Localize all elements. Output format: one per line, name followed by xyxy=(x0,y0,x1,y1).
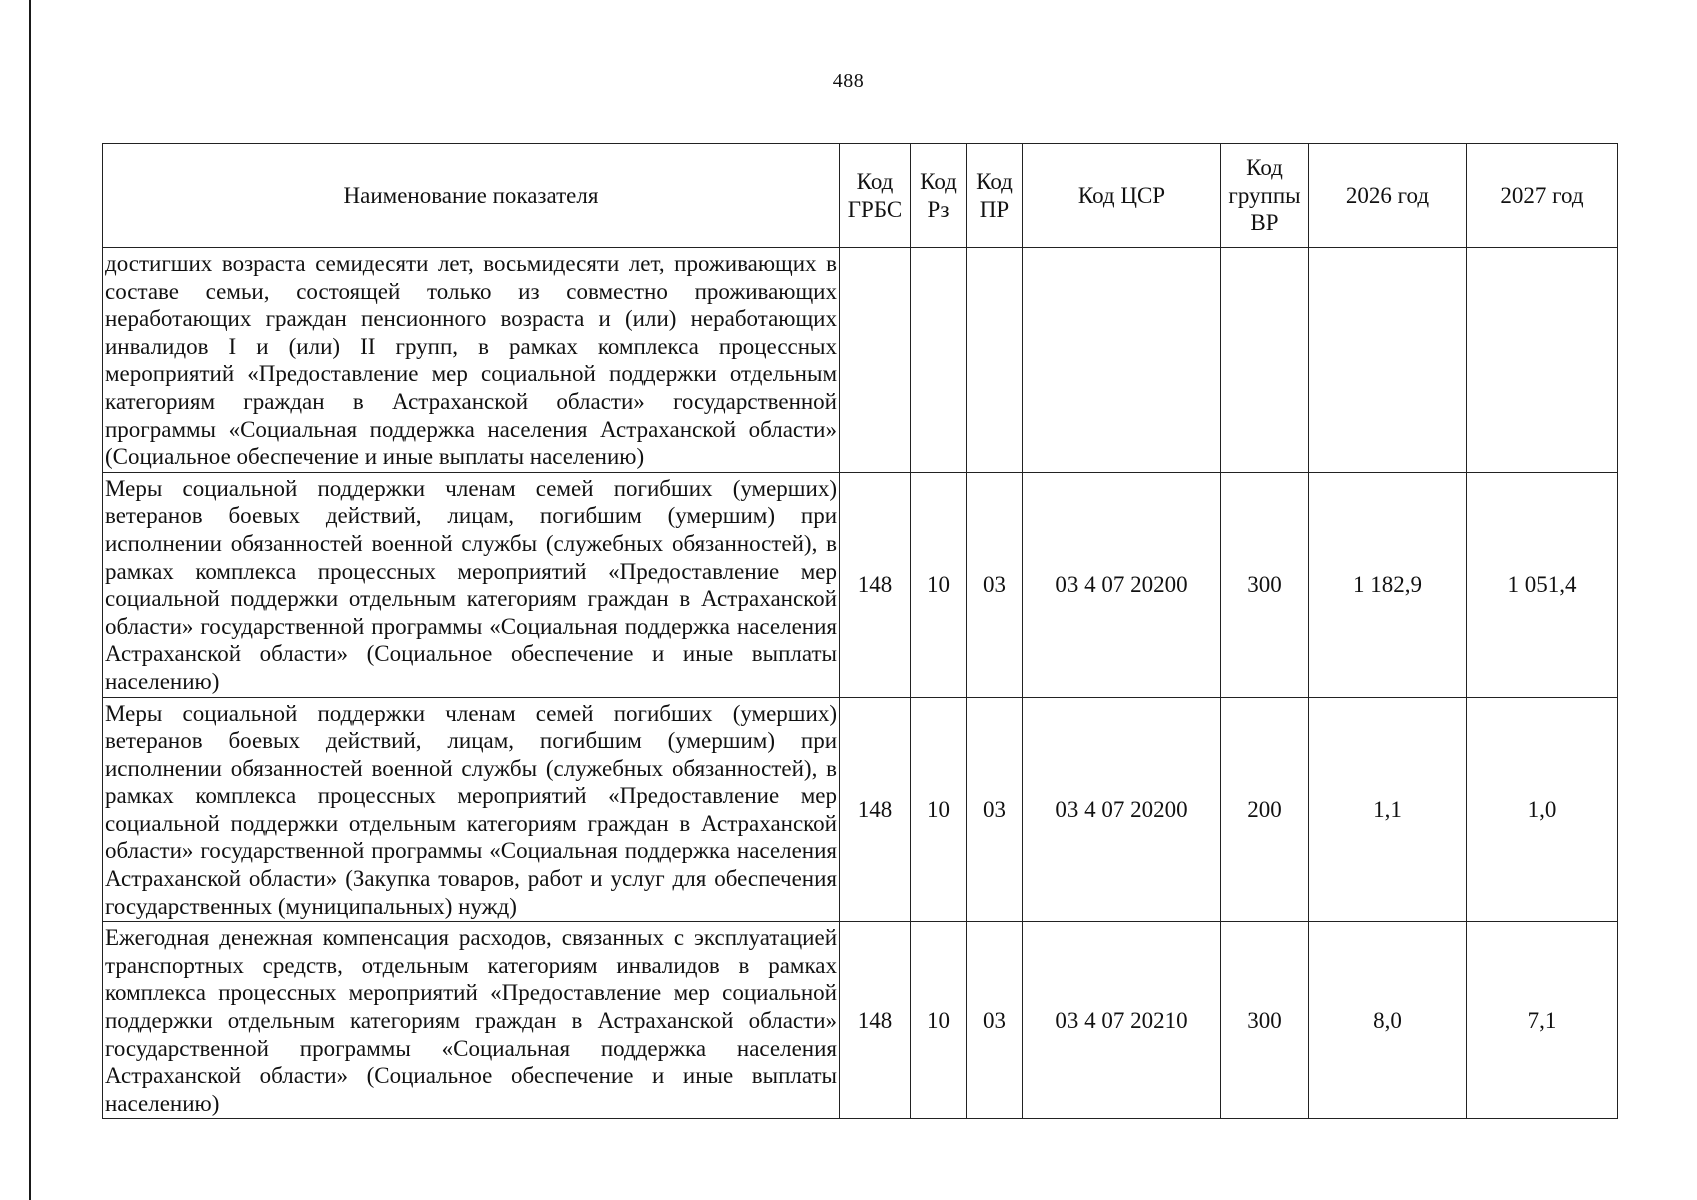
table-row xyxy=(103,922,1618,1119)
header-pr: Код ПР xyxy=(967,144,1023,248)
cell-vr: 200 xyxy=(1221,697,1309,922)
budget-table xyxy=(102,143,1618,1119)
cell-2026: 8,0 xyxy=(1309,922,1467,1119)
cell-2026 xyxy=(1309,248,1467,473)
header-name: Наименование показателя xyxy=(103,144,840,248)
cell-grbs xyxy=(840,248,911,473)
cell-name: Меры социальной поддержки членам семей погибших (умерших) ветеранов боевых действий, лицам, погибшим (умершим) при исполнении обязанностей военной службы (служебных обязанностей), в рамках комплекса процессных мероприятий «Предоставление мер социальной поддержки отдельным категориям граждан в Астраханской области» государственной программы «Социальная поддержка населения Астраханской области» (Социальное обеспечение и иные выплаты населению) xyxy=(103,472,840,697)
page-number: 488 xyxy=(832,70,865,92)
cell-2027: 1 051,4 xyxy=(1467,472,1618,697)
cell-pr: 03 xyxy=(967,697,1023,922)
table-row xyxy=(103,697,1618,922)
header-vr: Код группы ВР xyxy=(1221,144,1309,248)
table-row xyxy=(103,248,1618,473)
cell-rz: 10 xyxy=(911,697,967,922)
cell-rz: 10 xyxy=(911,922,967,1119)
cell-pr: 03 xyxy=(967,472,1023,697)
cell-vr: 300 xyxy=(1221,922,1309,1119)
header-2027: 2027 год xyxy=(1467,144,1618,248)
cell-vr xyxy=(1221,248,1309,473)
cell-pr: 03 xyxy=(967,922,1023,1119)
table-row xyxy=(103,472,1618,697)
cell-rz xyxy=(911,248,967,473)
table-header-row xyxy=(103,144,1618,248)
cell-csr: 03 4 07 20210 xyxy=(1023,922,1221,1119)
cell-name: достигших возраста семидесяти лет, восьмидесяти лет, проживающих в составе семьи, состоящей только из совместно проживающих неработающих граждан пенсионного возраста и (или) неработающих инвалидов I и (или) II групп, в рамках комплекса процессных мероприятий «Предоставление мер социальной поддержки отдельным категориям граждан в Астраханской области» государственной программы «Социальная поддержка населения Астраханской области» (Социальное обеспечение и иные выплаты населению) xyxy=(103,248,840,473)
cell-2027 xyxy=(1467,248,1618,473)
header-csr: Код ЦСР xyxy=(1023,144,1221,248)
header-rz: Код Рз xyxy=(911,144,967,248)
cell-grbs: 148 xyxy=(840,697,911,922)
cell-grbs: 148 xyxy=(840,472,911,697)
left-margin-line xyxy=(29,0,31,1200)
cell-2027: 7,1 xyxy=(1467,922,1618,1119)
header-2026: 2026 год xyxy=(1309,144,1467,248)
cell-2026: 1,1 xyxy=(1309,697,1467,922)
cell-2027: 1,0 xyxy=(1467,697,1618,922)
cell-vr: 300 xyxy=(1221,472,1309,697)
cell-name: Меры социальной поддержки членам семей погибших (умерших) ветеранов боевых действий, лицам, погибшим (умершим) при исполнении обязанностей военной службы (служебных обязанностей), в рамках комплекса процессных мероприятий «Предоставление мер социальной поддержки отдельным категориям граждан в Астраханской области» государственной программы «Социальная поддержка населения Астраханской области» (Закупка товаров, работ и услуг для обеспечения государственных (муниципальных) нужд) xyxy=(103,697,840,922)
cell-pr xyxy=(967,248,1023,473)
header-grbs: Код ГРБС xyxy=(840,144,911,248)
cell-grbs: 148 xyxy=(840,922,911,1119)
cell-name: Ежегодная денежная компенсация расходов, связанных с эксплуатацией транспортных средств, отдельным категориям инвалидов в рамках комплекса процессных мероприятий «Предоставление мер социальной поддержки отдельным категориям граждан в Астраханской области» государственной программы «Социальная поддержка населения Астраханской области» (Социальное обеспечение и иные выплаты населению) xyxy=(103,922,840,1119)
cell-csr xyxy=(1023,248,1221,473)
cell-rz: 10 xyxy=(911,472,967,697)
cell-2026: 1 182,9 xyxy=(1309,472,1467,697)
cell-csr: 03 4 07 20200 xyxy=(1023,472,1221,697)
cell-csr: 03 4 07 20200 xyxy=(1023,697,1221,922)
